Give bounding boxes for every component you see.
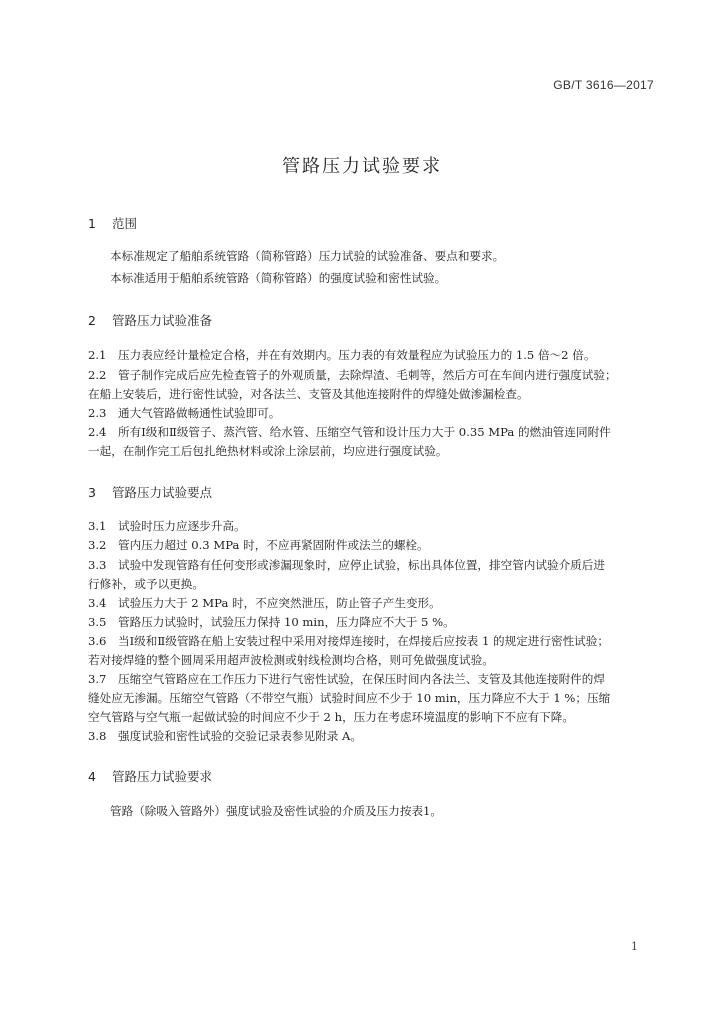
clause-2-2-cont: 在船上安装后，进行密性试验，对各法兰、支管及其他连接附件的焊缝处做渗漏检查。 xyxy=(88,387,529,401)
section-4-para-1: 管路（除吸入管路外）强度试验及密性试验的介质及压力按表1。 xyxy=(110,804,443,818)
clause-2-1 xyxy=(88,347,595,363)
clause-2-3 xyxy=(88,405,280,421)
clause-3-8 xyxy=(88,728,362,744)
section-4-number: 4 xyxy=(88,769,96,784)
clause-number: 3.1 xyxy=(88,519,107,533)
clause-text: 试验中发现管路有任何变形或渗漏现象时，应停止试验，标出具体位置，排空管内试验介质后进 xyxy=(118,558,605,572)
section-1-heading xyxy=(88,214,137,232)
clause-text: 管路压力试验时，试验压力保持 10 min，压力降应不大于 5 %。 xyxy=(118,615,455,629)
section-2-heading xyxy=(88,311,212,329)
section-2-number: 2 xyxy=(88,313,96,328)
clause-3-7 xyxy=(88,671,605,687)
clause-number: 3.7 xyxy=(88,672,107,686)
section-3-number: 3 xyxy=(88,485,96,500)
section-1-title: 范围 xyxy=(112,216,138,231)
clause-text: 通大气管路做畅通性试验即可。 xyxy=(118,406,281,420)
clause-number: 2.1 xyxy=(88,348,107,362)
clause-2-4 xyxy=(88,424,611,440)
clause-3-6-cont: 若对接焊缝的整个圆周采用超声波检测或射线检测均合格，则可免做强度试验。 xyxy=(88,653,494,667)
clause-3-7-cont-1: 缝处应无渗漏。压缩空气管路（不带空气瓶）试验时间应不少于 10 min，压力降应不大于 1 %；压缩 xyxy=(88,691,611,705)
clause-number: 2.3 xyxy=(88,406,107,420)
clause-2-4-cont: 一起，在制作完工后包扎绝热材料或涂上涂层前，均应进行强度试验。 xyxy=(88,444,448,458)
clause-text: 管内压力超过 0.3 MPa 时，不应再紧固附件或法兰的螺栓。 xyxy=(118,538,429,552)
clause-3-4 xyxy=(88,595,441,611)
section-1-para-1: 本标准规定了船舶系统管路（简称管路）压力试验的试验准备、要点和要求。 xyxy=(110,249,505,263)
section-4-heading xyxy=(88,767,212,785)
section-1-number: 1 xyxy=(88,216,96,231)
clause-number: 3.3 xyxy=(88,558,107,572)
clause-number: 3.8 xyxy=(88,729,107,743)
clause-number: 3.5 xyxy=(88,615,107,629)
section-2-title: 管路压力试验准备 xyxy=(112,313,213,328)
clause-text: 试验压力大于 2 MPa 时，不应突然泄压，防止管子产生变形。 xyxy=(118,596,441,610)
clause-text: 强度试验和密性试验的交验记录表参见附录 A。 xyxy=(118,729,362,743)
clause-number: 3.4 xyxy=(88,596,107,610)
clause-number: 3.2 xyxy=(88,538,107,552)
clause-text: 试验时压力应逐步升高。 xyxy=(118,519,246,533)
section-4-title: 管路压力试验要求 xyxy=(112,769,213,784)
clause-3-3-cont: 行修补，或予以更换。 xyxy=(88,577,204,591)
page-number: 1 xyxy=(631,940,638,953)
section-1-para-2: 本标准适用于船舶系统管路（简称管路）的强度试验和密性试验。 xyxy=(110,271,447,285)
clause-text: 所有Ⅰ级和Ⅱ级管子、蒸汽管、给水管、压缩空气管和设计压力大于 0.35 MPa 的燃油管连同附件 xyxy=(118,425,611,439)
clause-3-5 xyxy=(88,614,455,630)
section-3-heading xyxy=(88,483,212,501)
standard-code: GB/T 3616—2017 xyxy=(553,78,654,92)
clause-3-2 xyxy=(88,537,429,553)
clause-3-6 xyxy=(88,633,609,649)
clause-3-1 xyxy=(88,518,246,534)
clause-text: 压力表应经计量检定合格，并在有效期内。压力表的有效量程应为试验压力的 1.5 倍～2 倍。 xyxy=(118,348,596,362)
clause-3-3 xyxy=(88,557,605,573)
clause-3-7-cont-2: 空气管路与空气瓶一起做试验的时间应不少于 2 h，压力在考虑环境温度的影响下不应有下降。 xyxy=(88,710,574,724)
clause-2-2 xyxy=(88,367,617,383)
section-3-title: 管路压力试验要点 xyxy=(112,485,213,500)
clause-text: 管子制作完成后应先检查管子的外观质量，去除焊渣、毛刺等，然后方可在车间内进行强度试验； xyxy=(118,368,617,382)
clause-number: 2.4 xyxy=(88,425,107,439)
clause-number: 3.6 xyxy=(88,634,107,648)
document-title: 管路压力试验要求 xyxy=(282,156,442,177)
clause-text: 当Ⅰ级和Ⅱ级管路在船上安装过程中采用对接焊连接时，在焊接后应按表 1 的规定进行密性试验； xyxy=(118,634,609,648)
clause-text: 压缩空气管路应在工作压力下进行气密性试验，在保压时间内各法兰、支管及其他连接附件的焊 xyxy=(118,672,605,686)
clause-number: 2.2 xyxy=(88,368,107,382)
